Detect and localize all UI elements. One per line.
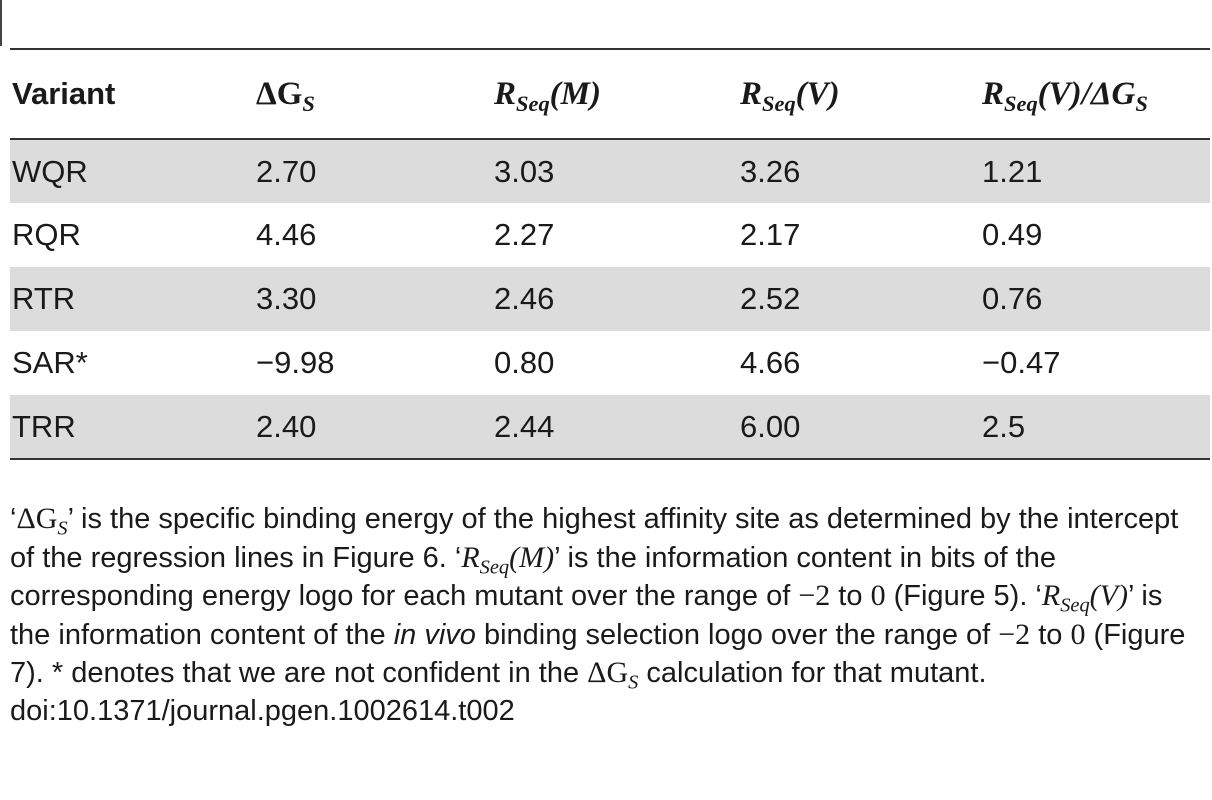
caption-text: (Figure 5). ‘: [885, 580, 1042, 612]
caption-text: to: [1030, 618, 1071, 651]
cell-ratio: 0.76: [982, 281, 1043, 316]
cell-delta-g: 4.46: [256, 217, 317, 252]
cell-variant: RTR: [12, 281, 76, 316]
caption-text: calculation for that mutant.: [638, 657, 987, 689]
cell-rseq-v: 2.52: [740, 281, 801, 316]
cell-ratio: −0.47: [982, 345, 1061, 380]
cell-variant: TRR: [12, 408, 76, 444]
cell-delta-g: 3.30: [256, 281, 317, 316]
table-row: [10, 331, 1210, 395]
cell-rseq-m: 2.27: [494, 217, 555, 252]
cell-ratio: 2.5: [982, 408, 1026, 444]
caption-math-delta-g: $\Delta G_S$: [16, 502, 68, 540]
table-row: [10, 395, 1210, 459]
cell-variant: WQR: [12, 153, 88, 189]
caption-math-range-end: 0: [870, 579, 886, 612]
doi-line: doi:10.1371/journal.pgen.1002614.t002: [10, 694, 515, 727]
caption-text: (Figure 7). * denotes that we are not confident in the: [10, 618, 1186, 689]
caption-math-range-start: −2: [998, 617, 1031, 651]
caption-text: binding selection logo over the range of: [475, 618, 999, 651]
cell-rseq-m: 2.44: [494, 408, 555, 444]
caption-text: ‘: [10, 503, 17, 535]
cell-rseq-m: 2.46: [494, 281, 555, 316]
table-row: [10, 203, 1210, 267]
results-table: [10, 48, 1210, 460]
caption-math-rseq-v: $R_{Seq}(V)$: [1041, 579, 1128, 617]
caption-in-vivo: in vivo: [393, 618, 476, 651]
cell-rseq-v: 2.17: [740, 217, 801, 252]
cell-rseq-v: 6.00: [740, 408, 801, 444]
table-caption: [10, 500, 1210, 730]
caption-math-rseq-m: $R_{Seq}(M)$: [461, 540, 555, 579]
cell-rseq-m: 0.80: [494, 345, 555, 380]
caption-math-range-end: 0: [1070, 617, 1086, 651]
header-ratio: $R_{Seq}(V)/\Delta G_S$: [982, 75, 1148, 116]
caption-math-range-start: −2: [798, 579, 831, 612]
left-border-line: [0, 0, 2, 46]
header-rseq-m: $R_{Seq}(M)$: [494, 75, 601, 116]
cell-delta-g: −9.98: [256, 345, 335, 380]
cell-variant: SAR*: [12, 345, 88, 380]
header-variant: Variant: [12, 76, 116, 111]
cell-delta-g: 2.70: [256, 153, 317, 189]
header-rseq-v: $R_{Seq}(V)$: [740, 75, 840, 116]
cell-rseq-m: 3.03: [494, 153, 555, 189]
cell-ratio: 1.21: [982, 153, 1043, 189]
table-row: [10, 139, 1210, 203]
table-header-row: [10, 49, 1210, 139]
caption-text: to: [830, 580, 871, 612]
cell-variant: RQR: [12, 217, 81, 252]
caption-text: ’ is the information content in bits of the corresponding energy logo for each mutant over the range of: [10, 541, 1056, 612]
cell-ratio: 0.49: [982, 217, 1043, 252]
cell-rseq-v: 4.66: [740, 345, 801, 380]
cell-rseq-v: 3.26: [740, 153, 801, 189]
table-row: [10, 267, 1210, 331]
header-delta-g: $\Delta G_S$: [256, 75, 315, 116]
cell-delta-g: 2.40: [256, 408, 317, 444]
caption-text: ’ is the information content of the: [10, 580, 1163, 651]
caption-math-delta-g: $\Delta G_S$: [587, 656, 639, 694]
caption-text: ’ is the specific binding energy of the highest affinity site as determined by the intercept of the regression lines in Figure 6. ‘: [10, 503, 1179, 574]
